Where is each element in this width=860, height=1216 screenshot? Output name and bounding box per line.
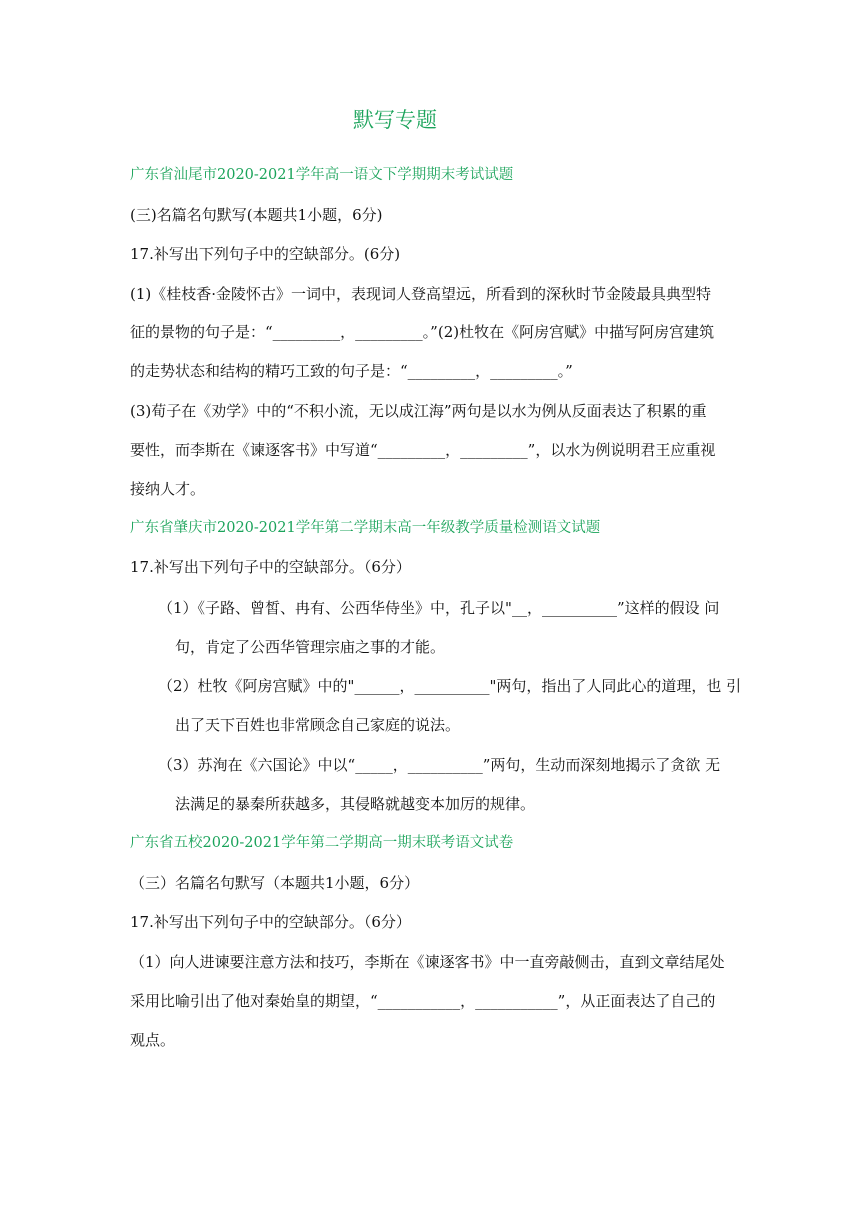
- section-3-line: 采用比喻引出了他对秦始皇的期望，“___________，___________”，从正面表达了自己的: [130, 992, 716, 1010]
- section-1-line: 征的景物的句子是：“_________，_________。”(2)杜牧在《阿房宫赋》中描写阿房宫建筑: [130, 323, 715, 341]
- section-2-line: （3）苏洵在《六国论》中以“_____，__________”两句，生动而深刻地揭示了贪欲 无: [158, 756, 721, 774]
- section-3-question: 17.补写出下列句子中的空缺部分。（6分）: [130, 913, 411, 931]
- section-2-line: （2）杜牧《阿房宫赋》中的"______，__________"两句，指出了人同此心的道理，也 引: [158, 677, 742, 695]
- section-1-line: 接纳人才。: [130, 480, 206, 498]
- section-1-source: 广东省汕尾市2020-2021学年高一语文下学期期末考试试题: [130, 167, 514, 183]
- section-1-line: (3)荀子在《劝学》中的“不积小流，无以成江海”两句是以水为例从反面表达了积累的重: [130, 402, 707, 420]
- section-1-heading: (三)名篇名句默写(本题共1小题，6分): [130, 206, 383, 224]
- section-1-line: 要性，而李斯在《谏逐客书》中写道“_________，_________”，以水为例说明君王应重视: [130, 441, 716, 459]
- section-2-line: （1）《子路、曾皙、冉有、公西华侍坐》中，孔子以"__，__________”这样的假设 问: [158, 599, 720, 617]
- section-2-line: 法满足的暴秦所获越多，其侵略就越变本加厉的规律。: [175, 795, 536, 813]
- section-2-line: 出了天下百姓也非常顾念自己家庭的说法。: [175, 716, 461, 734]
- section-1-line: (1)《桂枝香·金陵怀古》一词中，表现词人登高望远，所看到的深秋时节金陵最具典型特: [130, 285, 712, 303]
- section-3-source: 广东省五校2020-2021学年第二学期高一期末联考语文试卷: [130, 835, 514, 851]
- section-2-line: 句，肯定了公西华管理宗庙之事的才能。: [175, 638, 446, 656]
- section-2-question: 17.补写出下列句子中的空缺部分。（6分）: [130, 558, 411, 576]
- section-3-line: （1）向人进谏要注意方法和技巧，李斯在《谏逐客书》中一直旁敲侧击，直到文章结尾处: [130, 953, 725, 971]
- section-3-line: 观点。: [130, 1031, 176, 1049]
- section-1-question: 17.补写出下列句子中的空缺部分。(6分): [130, 245, 401, 263]
- section-2-source: 广东省肇庆市2020-2021学年第二学期末高一年级教学质量检测语文试题: [130, 520, 601, 536]
- section-3-heading: （三）名篇名句默写（本题共1小题，6分）: [130, 874, 420, 892]
- section-1-line: 的走势状态和结构的精巧工致的句子是：“_________，_________。”: [130, 362, 573, 380]
- page-title: 默写专题: [353, 108, 437, 132]
